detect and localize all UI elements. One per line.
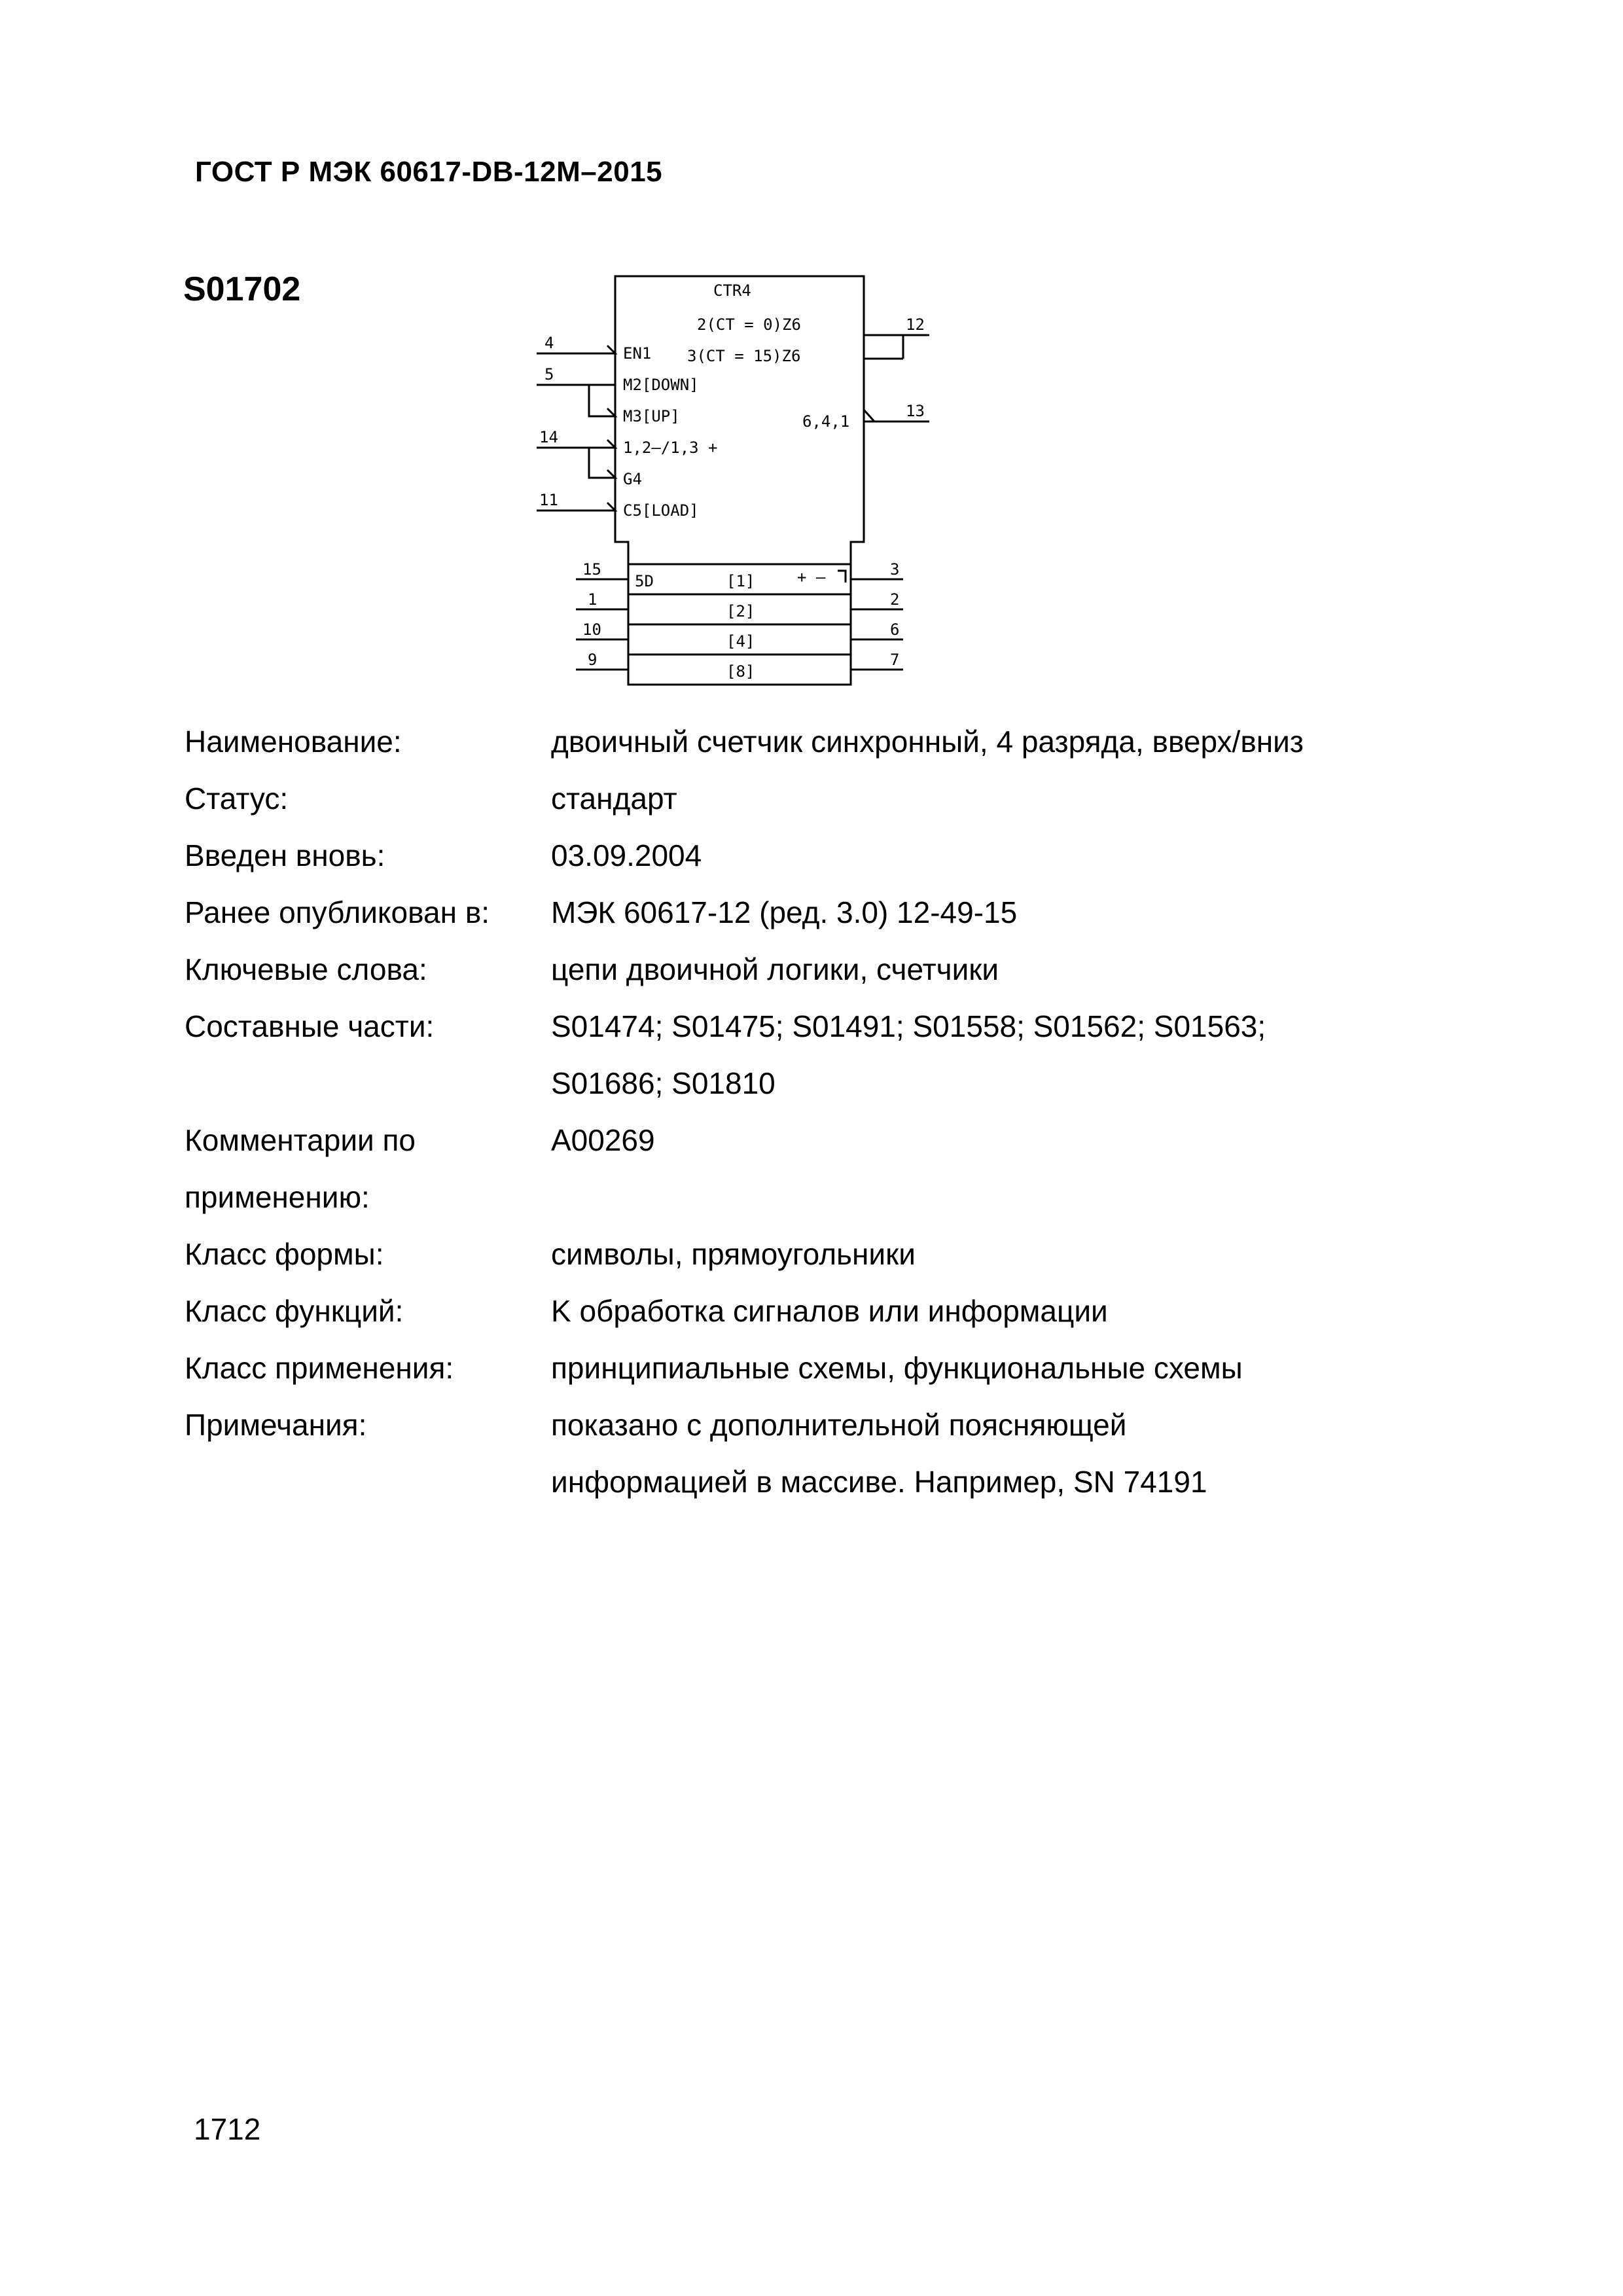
pin-11-marker <box>607 503 615 511</box>
pin-number: 14 <box>539 428 558 446</box>
field-row-components <box>185 998 1493 1112</box>
field-label: Класс функций: <box>185 1294 404 1328</box>
field-label: Комментарии по применению: <box>185 1123 416 1214</box>
input-label-6: C5[LOAD] <box>623 501 699 520</box>
pin-number: 4 <box>544 334 554 352</box>
block-label: CTR4 <box>713 281 751 300</box>
document-header: ГОСТ Р МЭК 60617-DB-12M–2015 <box>195 156 663 188</box>
field-label: Примечания: <box>185 1408 367 1442</box>
field-value: A00269 <box>551 1123 655 1157</box>
field-value: S01474; S01475; S01491; S01558; S01562; S01563; <box>551 1009 1266 1043</box>
counter-symbol-svg <box>510 262 955 707</box>
bit-label-4: [4] <box>726 632 755 651</box>
field-label: Ранее опубликован в: <box>185 895 490 929</box>
field-value: символы, прямоугольники <box>551 1237 916 1271</box>
field-value: информацией в массиве. Например, SN 74191 <box>551 1465 1207 1499</box>
pin-number: 9 <box>588 651 597 669</box>
field-row-status <box>185 770 1493 827</box>
input-label-1: EN1 <box>623 344 652 363</box>
field-value: МЭК 60617-12 (ред. 3.0) 12-49-15 <box>551 895 1018 929</box>
field-row-application-class <box>185 1340 1493 1397</box>
field-value: показано с дополнительной поясняющей <box>551 1408 1127 1442</box>
carry-label: + – <box>797 568 826 586</box>
output-label-3: 6,4,1 <box>802 412 850 431</box>
field-label: Класс формы: <box>185 1237 384 1271</box>
field-row-comments <box>185 1112 1493 1226</box>
bit-label-1: [1] <box>726 572 755 590</box>
field-row-introduced <box>185 827 1493 884</box>
field-label: Наименование: <box>185 725 402 759</box>
pin-14-marker <box>607 440 615 448</box>
pin-4-marker <box>607 346 615 353</box>
input-label-4: 1,2–/1,3 + <box>623 439 718 457</box>
pin-number: 15 <box>582 560 601 579</box>
pin-5-marker <box>607 408 615 416</box>
field-value: S01686; S01810 <box>551 1066 776 1100</box>
field-value: стандарт <box>551 781 677 816</box>
bit-label-8: [8] <box>726 662 755 681</box>
pin-number: 2 <box>890 590 900 609</box>
pin-number: 5 <box>544 365 554 384</box>
field-label: Класс применения: <box>185 1351 454 1385</box>
field-row-name <box>185 713 1493 770</box>
field-value: цепи двоичной логики, счетчики <box>551 952 999 986</box>
field-row-function-class <box>185 1283 1493 1340</box>
pin-number: 13 <box>906 402 925 420</box>
field-row-shape-class <box>185 1226 1493 1283</box>
pin-number: 3 <box>890 560 900 579</box>
pin-number: 12 <box>906 315 925 334</box>
bit-label-2: [2] <box>726 602 755 620</box>
input-label-3: M3[UP] <box>623 407 680 425</box>
pin-number: 6 <box>890 620 900 639</box>
field-label: Введен вновь: <box>185 838 385 872</box>
field-row-keywords <box>185 941 1493 998</box>
field-label: Составные части: <box>185 1009 435 1043</box>
field-row-published <box>185 884 1493 941</box>
field-value: K обработка сигналов или информации <box>551 1294 1108 1328</box>
field-row-notes <box>185 1397 1493 1511</box>
pin-number: 1 <box>588 590 597 609</box>
carry-bracket <box>838 571 846 583</box>
pin-14-branch-marker <box>607 470 615 478</box>
pin-13-marker <box>864 410 874 422</box>
input-label-5: G4 <box>623 470 642 488</box>
field-value: двоичный счетчик синхронный, 4 разряда, вверх/вниз <box>551 725 1304 759</box>
field-value: принципиальные схемы, функциональные схемы <box>551 1351 1243 1385</box>
field-label: Статус: <box>185 781 289 816</box>
properties-table <box>185 713 1493 1511</box>
field-label: Ключевые слова: <box>185 952 427 986</box>
input-label-2: M2[DOWN] <box>623 376 699 394</box>
data-label: 5D <box>635 572 654 590</box>
pin-number: 7 <box>890 651 900 669</box>
output-label-2: 3(CT = 15)Z6 <box>687 347 801 365</box>
output-label-1: 2(CT = 0)Z6 <box>697 315 801 334</box>
symbol-code: S01702 <box>183 270 301 308</box>
pin-number: 11 <box>539 491 558 509</box>
counter-symbol-diagram <box>510 262 955 707</box>
page-number: 1712 <box>194 2112 261 2146</box>
field-value: 03.09.2004 <box>551 838 702 872</box>
pin-number: 10 <box>582 620 601 639</box>
